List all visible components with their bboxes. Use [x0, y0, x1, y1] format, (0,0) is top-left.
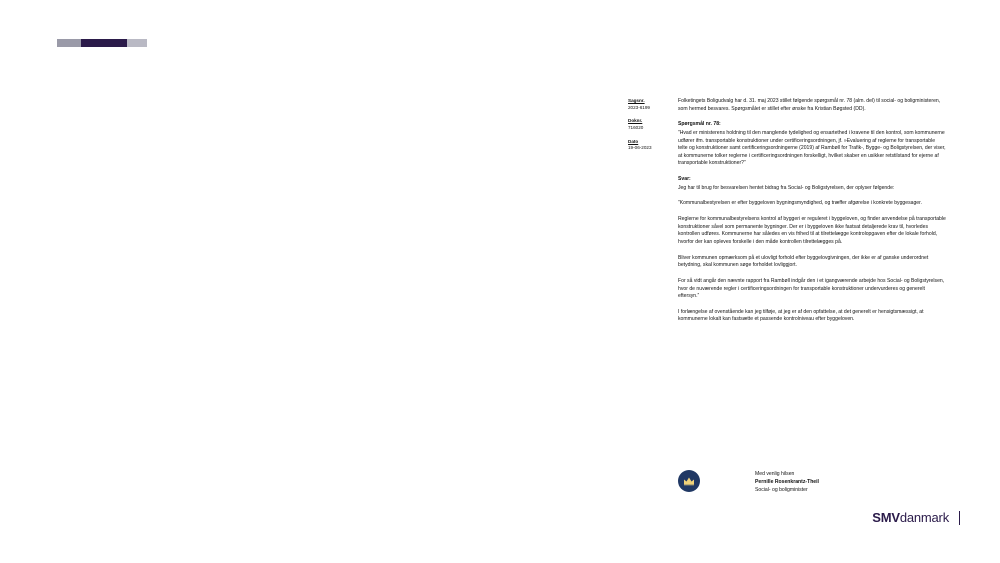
answer-paragraph-1: ”Kommunalbestyrelsen er efter byggeloven bygningsmyndighed, og træffer afgørelse i konkrete byggesager. — [678, 200, 922, 207]
meta-value-dato: 19-06-2023 — [628, 145, 652, 151]
signature-text — [755, 470, 819, 494]
meta-label-dato: Dato — [628, 138, 639, 144]
top-bar-segment-2 — [81, 39, 127, 47]
signature-name: Pernille Rosenkrantz-Theil — [755, 479, 819, 486]
letter-page — [600, 80, 970, 540]
question-text: ”Hvad er ministerens holdning til den manglende tydelighed og ensartethed i kravene til den kontrol, som kommunerne udfører ifm. transportable konstruktioner under certificeringsordningen, jf. »Evaluering af reglerne for transportable telte og konstruktioner samt certificeringsordningerne (2019) af Rambøll for Trafik-, Bygge- og Boligstyrelsen, der viser, at kommunerne tolker reglerne i certificeringsordningen forskelligt, hvilket skaber en usikker retstilstand for ejerne af transportable konstruktioner?” — [678, 129, 946, 167]
answer-intro: Jeg har til brug for besvarelsen hentet bidrag fra Social- og Boligstyrelsen, der oplyser følgende: — [678, 184, 895, 191]
letter-body — [678, 98, 946, 332]
answer-heading: Svar: — [678, 176, 691, 183]
signature-title: Social- og boligminister — [755, 487, 808, 494]
meta-label-sagsnr: Sagsnr. — [628, 98, 645, 103]
question-heading: Spørgsmål nr. 78: — [678, 121, 721, 128]
footer-divider — [959, 511, 960, 525]
logo-light-part: danmark — [899, 510, 949, 525]
top-bar-segment-1 — [57, 39, 81, 47]
crown-seal-icon — [678, 470, 700, 492]
top-bar-segment-3 — [127, 39, 147, 47]
meta-value-doknr: 716020 — [628, 124, 644, 130]
answer-paragraph-3: Bliver kommunen opmærksom på et ulovligt forhold efter byggelovgivningen, der ikke er af ganske underordnet betydning, skal kommunen søge forholdet lovliggjort. — [678, 254, 929, 269]
footer-logo-area — [760, 510, 960, 525]
answer-paragraph-2: Reglerne for kommunalbestyrelsens kontrol af byggeri er reguleret i byggeloven, og finder anvendelse på transportable konstruktioner såvel som permanente bygninger. Der er i byggeloven ikke fastsat detaljerede krav til, hvorledes kontrollen udføres. Kommunerne har således en vis frihed til at tilrettelægge kontrolopgaven efter de lokale forhold, hvorfor der kan opleves forskelle i den måde kontrollen tilrettelægges på. — [678, 216, 946, 245]
meta-label-doknr: Doknr. — [628, 118, 643, 124]
answer-paragraph-4: For så vidt angår den nævnte rapport fra Rambøll indgår den i et igangværende arbejde hos Social- og Boligstyrelsen, hvor de nuværende regler i certificeringsordningen for transportable konstruktioner undervurderes og generelt eftersyn.” — [678, 277, 945, 300]
logo-bold-part: SMV — [872, 510, 900, 525]
signature-greeting: Med venlig hilsen — [755, 471, 795, 477]
meta-value-sagsnr: 2023-6199 — [628, 104, 650, 110]
letter-intro-paragraph: Folketingets Boligudvalg har d. 31. maj 2023 stillet følgende spørgsmål nr. 78 (alm. del) til social- og boligministeren, som hermed besvares. Spørgsmålet er stillet efter ønske fra Kristian Bøgsted (DD). — [678, 98, 941, 112]
answer-paragraph-5: I forlængelse af ovenstående kan jeg tilføje, at jeg er af den opfattelse, at det generelt er hensigtsmæssigt, at kommunerne lokalt kan fastsætte et passende kontrolniveau efter byggeloven. — [678, 308, 924, 323]
top-decorative-bar — [57, 39, 147, 47]
signature-block — [678, 470, 819, 494]
smv-danmark-logo — [872, 510, 949, 525]
